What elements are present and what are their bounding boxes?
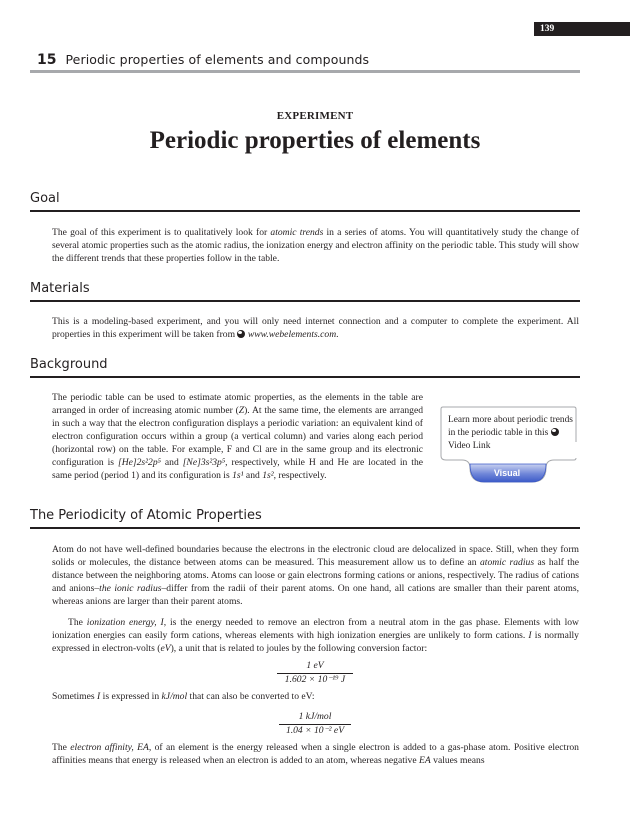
section-divider [30, 300, 580, 302]
conversion-equation-ev [0, 660, 630, 686]
periodicity-paragraph-1: Atom do not have well-defined boundaries because the electrons in the electronic cloud are delocalized in space. Still, when they form solids or molecules, the distance between atoms can be measured. This measurement allow us to define an atomic radius as half the distance between the neighboring atoms. Atoms can loose or gain electrons forming cations or anions, respectively. The radius of cations and anions–the ionic radius–differ from the radii of their parent atoms. On one hand, all cations are smaller than their parent atoms, whereas anions are larger than their parent atoms. [52, 544, 579, 607]
visual-sidebar[interactable] [440, 406, 577, 486]
section-periodicity [30, 508, 580, 528]
section-materials [30, 281, 580, 301]
chapter-header [37, 52, 369, 68]
section-materials-heading: Materials [30, 281, 90, 296]
materials-paragraph: This is a modeling-based experiment, and you will only need internet connection and a computer to complete the experiment. All properties in this experiment will be taken from www.webelements.com. [52, 316, 579, 340]
globe-icon [237, 330, 245, 338]
video-link[interactable]: Video Link [448, 441, 491, 451]
section-periodicity-heading: The Periodicity of Atomic Properties [30, 508, 262, 523]
section-background-heading: Background [30, 357, 108, 372]
sidebar-text: Learn more about periodic trends in the periodic table in this Video Link [448, 415, 573, 451]
experiment-kicker: EXPERIMENT [276, 110, 354, 122]
equation-numerator: 1 eV [306, 660, 324, 671]
periodicity-paragraph-3: Sometimes I is expressed in kJ/mol that can also be converted to eV: [52, 691, 315, 702]
globe-icon [551, 428, 559, 436]
chapter-number: 15 [37, 52, 57, 68]
equation-denominator: 1.602 × 10⁻¹⁹ J [284, 674, 346, 685]
section-goal [30, 191, 580, 211]
chapter-title: Periodic properties of elements and compounds [65, 52, 370, 67]
periodicity-paragraph-2: The ionization energy, I, is the energy needed to remove an electron from a neutral atom in the gas phase. Elements with low ionization energies can easily form cations, whereas elements with high ionization energies are unlikely to form cations. I is normally expressed in electron-volts (eV), a unit that is related to joules by the following conversion factor: [52, 617, 579, 654]
equation-denominator: 1.04 × 10⁻² eV [285, 725, 345, 736]
section-divider [30, 376, 580, 378]
webelements-link[interactable]: www.webelements.com [247, 329, 337, 340]
conversion-equation-kjmol [0, 711, 630, 737]
section-background [30, 357, 580, 377]
page-number-tab [534, 22, 630, 36]
section-divider [30, 210, 580, 212]
section-goal-heading: Goal [30, 191, 60, 206]
chapter-rule [30, 70, 580, 73]
visual-label[interactable]: Visual [493, 468, 521, 478]
periodicity-paragraph-4: The electron affinity, EA, of an element is the energy released when a single electron is added to a gas-phase atom. Positive electron affinities means that energy is released when an electron is added to an atom, whereas negative EA values means [52, 742, 579, 766]
goal-paragraph: The goal of this experiment is to qualitatively look for atomic trends in a series of atoms. You will quantitatively study the change of several atomic properties such as the atomic radius, the ionization energy and electron affinity on the periodic table. This study will show the different trends that these properties follow in the table. [52, 227, 580, 264]
section-divider [30, 527, 580, 529]
page-number: 139 [540, 24, 555, 34]
equation-numerator: 1 kJ/mol [298, 711, 332, 722]
background-paragraph: The periodic table can be used to estimate atomic properties, as the elements in the table are arranged in order of increasing atomic number (Z). At the same time, the elements are arranged in such a way that the electron configuration displays a periodic variation: an equivalent kind of electron configuration occurs within a group (a vertical column) and varies along each period (horizontal row) on the table. For example, F and Cl are in the same group and its electronic configuration is [He]2s²2p⁵ and [Ne]3s²3p⁵, respectively, while H and He are located in the same period (period 1) and its configuration is 1s¹ and 1s², respectively. [52, 392, 423, 481]
page-title: Periodic properties of elements [149, 127, 481, 154]
